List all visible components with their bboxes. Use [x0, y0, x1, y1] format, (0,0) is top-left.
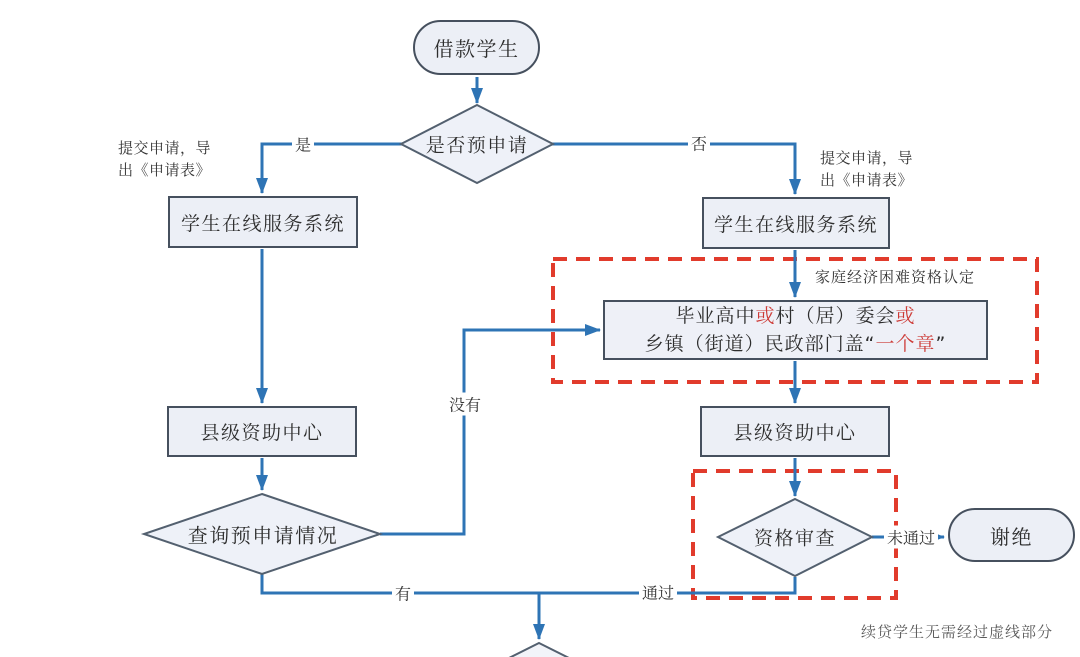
node-county-center-left-label: 县级资助中心	[200, 422, 324, 444]
node-county-center-right-label: 县级资助中心	[733, 422, 857, 444]
node-stamp-authority	[603, 300, 988, 360]
next-step-diamond-partial	[457, 643, 621, 657]
node-county-center-left	[167, 406, 357, 457]
node-borrowing-student	[413, 20, 540, 75]
node-stamp-line1	[675, 302, 915, 330]
note-export-form-right-line2: 出《申请表》	[820, 171, 914, 189]
node-county-center-right	[700, 406, 890, 457]
node-stamp-line2	[645, 330, 947, 358]
node-online-service-left	[168, 196, 358, 248]
node-borrowing-student-label: 借款学生	[433, 37, 520, 61]
edge-label-have: 有	[392, 582, 414, 605]
note-export-form-right-line1: 提交申请，导	[820, 149, 914, 167]
stamp-text-4: ”	[935, 333, 947, 355]
connector-none-to-stamp	[380, 330, 600, 534]
stamp-or-1: 或	[755, 305, 776, 327]
decision-review-label: 资格审查	[753, 527, 837, 550]
connector-no-branch	[551, 144, 795, 194]
footnote-renewal-students: 续贷学生无需经过虚线部分	[861, 623, 1054, 641]
node-online-service-right	[702, 197, 890, 249]
note-export-form-right	[820, 147, 913, 191]
note-export-form-left-line2: 出《申请表》	[118, 161, 212, 179]
note-export-form-left	[118, 137, 211, 181]
stamp-text-3: 乡镇（街道）民政部门盖“	[644, 333, 876, 355]
edge-label-yes: 是	[292, 133, 314, 156]
stamp-text-2: 村（居）委会	[775, 305, 896, 327]
node-refuse	[948, 508, 1075, 562]
node-online-service-right-label: 学生在线服务系统	[713, 213, 878, 236]
stamp-text-1: 毕业高中	[675, 305, 756, 327]
stamp-or-2: 或	[895, 305, 916, 327]
decision-query-label: 查询预申请情况	[187, 523, 339, 548]
connector-yes-branch	[262, 144, 403, 193]
connector-bottom-merge	[262, 573, 795, 593]
stamp-one-seal: 一个章	[875, 333, 936, 355]
edge-label-none: 没有	[446, 393, 484, 416]
decision-pre-apply-label: 是否预申请	[425, 134, 529, 157]
edge-label-no: 否	[688, 132, 710, 155]
dashed-region-qualification-label: 家庭经济困难资格认定	[815, 268, 976, 286]
edge-label-fail: 未通过	[884, 526, 938, 549]
note-export-form-left-line1: 提交申请，导	[118, 139, 212, 157]
edge-label-pass: 通过	[639, 581, 677, 604]
node-online-service-left-label: 学生在线服务系统	[180, 212, 345, 235]
node-refuse-label: 谢绝	[990, 524, 1033, 549]
